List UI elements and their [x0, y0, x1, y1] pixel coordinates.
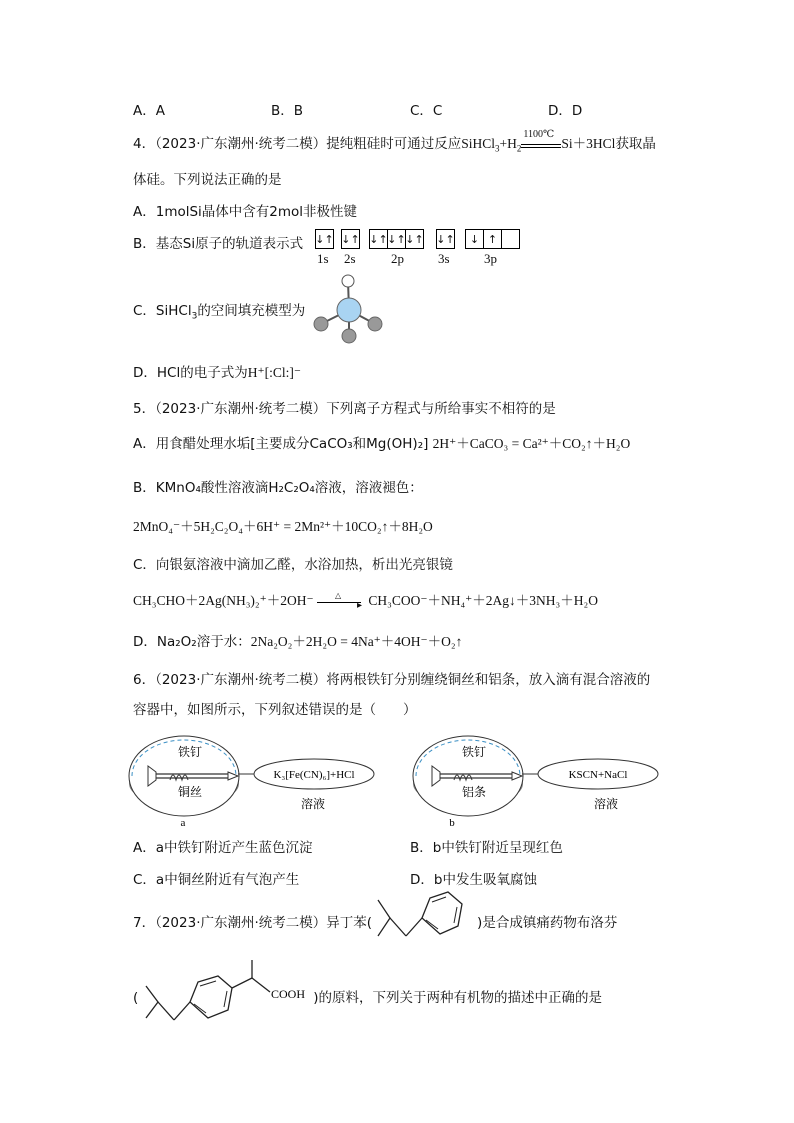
- silicon-atom: [337, 298, 361, 322]
- nail-label-a: 铁钉: [178, 745, 203, 759]
- q5-option-b[interactable]: B．KMnO₄酸性溶液滴H₂C₂O₄溶液，溶液褪色：: [133, 480, 423, 496]
- caption-a: a: [180, 817, 186, 828]
- chlorine-atom: [368, 317, 382, 331]
- solution-b: KSCN+NaCl: [568, 769, 628, 781]
- q6-option-d[interactable]: D．b中发生吸氧腐蚀: [410, 872, 537, 888]
- chlorine-atom: [314, 317, 328, 331]
- q4-option-c[interactable]: C．SiHCl$_3$的空间填充模型为: [133, 303, 306, 322]
- q4-option-b[interactable]: B．基态Si原子的轨道表示式: [133, 236, 304, 252]
- q5-option-c-equation: CH₃CHO＋2Ag(NH₃)₂⁺＋2OH⁻ △ ▸ CH₃COO⁻＋NH₄⁺＋2Ag↓＋3NH₃＋H₂O: [133, 591, 598, 612]
- q5-condition: △: [335, 590, 342, 600]
- wire-label-b: 铝条: [462, 785, 487, 799]
- caption-b: b: [449, 817, 455, 828]
- orbital-label-2p: 2p: [391, 251, 404, 266]
- hcl-electron-formula: H⁺[:Cl:]⁻: [247, 365, 301, 380]
- orbital-label-3p: 3p: [484, 251, 497, 266]
- isobutylbenzene-structure: [370, 878, 480, 948]
- chlorine-atom: [342, 329, 356, 343]
- q5-option-c[interactable]: C．向银氨溶液中滴加乙醛，水浴加热，析出光亮银镜: [133, 557, 453, 573]
- q6-option-b[interactable]: B．b中铁钉附近呈现红色: [410, 840, 563, 856]
- space-filling-model: [305, 272, 395, 347]
- orbital-label-3s: 3s: [438, 251, 450, 266]
- q4-stem-prefix: 4．（2023·广东潮州·统考二模）提纯粗硅时可通过反应: [133, 136, 462, 152]
- q5-option-a[interactable]: A．用食醋处理水垢[主要成分CaCO₃和Mg(OH)₂] 2H⁺＋CaCO₃ = Ca²⁺＋CO₂↑＋H₂O: [133, 436, 631, 452]
- cooh-label: COOH: [271, 987, 306, 1001]
- solution-label-a: 溶液: [300, 797, 326, 811]
- q6-option-c[interactable]: C．a中铜丝附近有气泡产生: [133, 872, 300, 888]
- q3-option-c[interactable]: C．C: [410, 103, 443, 119]
- q4-reaction: $SiHCl_3+H_2$ 1100℃ Si＋3HCl: [461, 136, 615, 151]
- q3-option-a[interactable]: A．A: [133, 103, 165, 119]
- ibuprofen-structure: [140, 958, 320, 1038]
- q5-stem: 5．（2023·广东潮州·统考二模）下列离子方程式与所给事实不相符的是: [133, 401, 556, 417]
- orbital-label-1s: 1s: [317, 251, 329, 266]
- q5-option-b-equation: 2MnO₄⁻＋5H₂C₂O₄＋6H⁺ = 2Mn²⁺＋10CO₂↑＋8H₂O: [133, 519, 433, 534]
- q6-stem-line2: 容器中，如图所示，下列叙述错误的是（ ）: [133, 702, 417, 718]
- wire-label-a: 铜丝: [178, 785, 203, 799]
- nail-label-b: 铁钉: [462, 745, 487, 759]
- solution-label-b: 溶液: [593, 797, 619, 811]
- figure-b: [412, 728, 692, 828]
- q4-stem-suffix: 获取晶: [615, 136, 656, 152]
- q4-stem: [133, 128, 656, 155]
- q4-option-d[interactable]: D．HCl的电子式为H⁺[:Cl:]⁻: [133, 365, 301, 381]
- q7-line2: ( )的原料，下列关于两种有机物的描述中正确的是: [133, 990, 603, 1006]
- orbital-label-2s: 2s: [344, 251, 356, 266]
- hydrogen-atom: [342, 275, 354, 287]
- q3-option-b[interactable]: B．B: [271, 103, 304, 119]
- q5-option-d[interactable]: D．Na₂O₂溶于水：2Na₂O₂＋2H₂O = 4Na⁺＋4OH⁻＋O₂↑: [133, 634, 463, 650]
- q4-condition: 1100℃: [523, 128, 555, 140]
- q4-option-a[interactable]: A．1molSi晶体中含有2mol非极性键: [133, 204, 358, 220]
- q3-option-d[interactable]: D．D: [548, 103, 583, 119]
- q6-option-a[interactable]: A．a中铁钉附近产生蓝色沉淀: [133, 840, 313, 856]
- figure-a: [128, 728, 408, 828]
- q7-stem: 7．（2023·广东潮州·统考二模）异丁苯( )是合成镇痛药物布洛芬: [133, 915, 618, 931]
- solution-a: K₃[Fe(CN)₆]+HCl: [273, 769, 355, 781]
- q4-stem-line2: 体硅。下列说法正确的是: [133, 172, 282, 188]
- q6-stem: 6．（2023·广东潮州·统考二模）将两根铁钉分别缠绕铜丝和铝条，放入滴有混合溶液的: [133, 672, 651, 688]
